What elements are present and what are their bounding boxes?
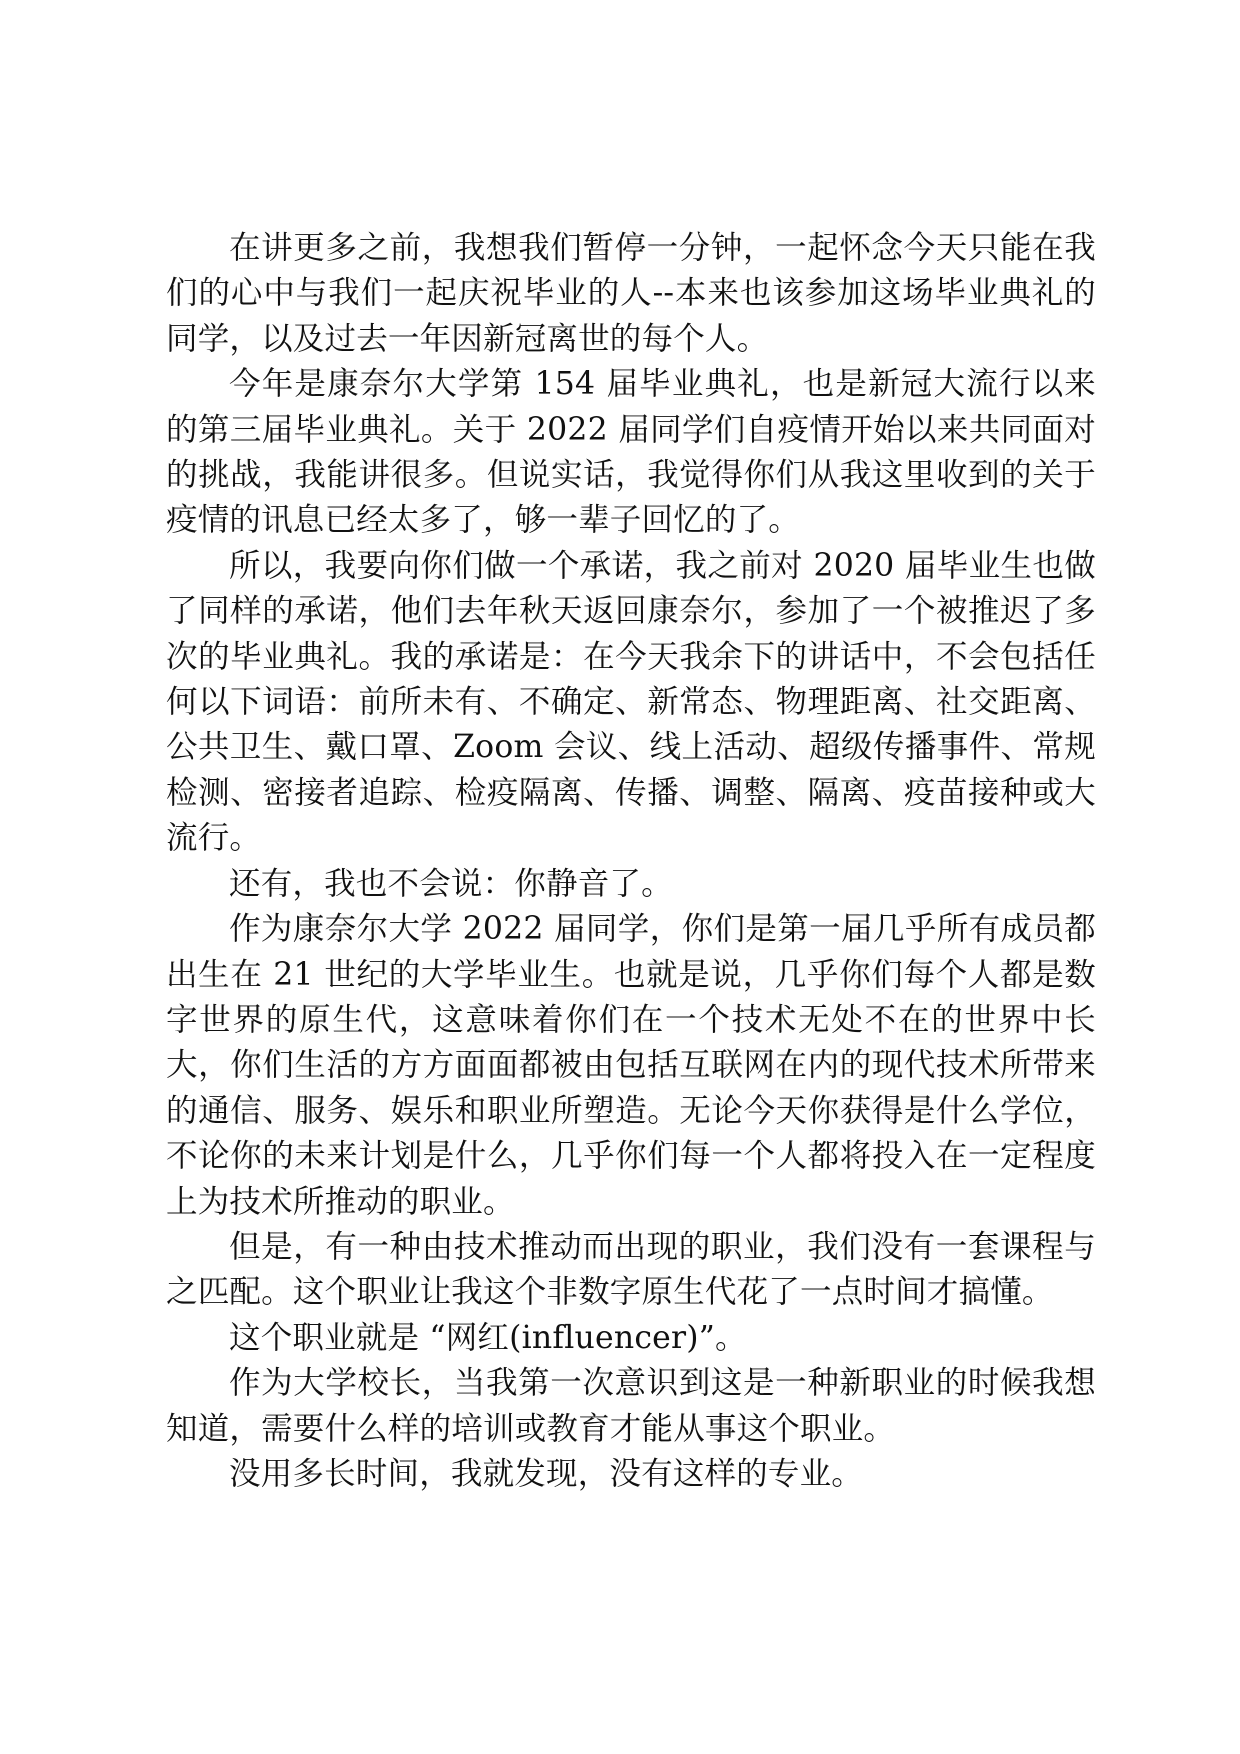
paragraph-6: 但是，有一种由技术推动而出现的职业，我们没有一套课程与之匹配。这个职业让我这个非数字原生代花了一点时间才搞懂。	[166, 1228, 1096, 1311]
paragraph-1: 在讲更多之前，我想我们暂停一分钟，一起怀念今天只能在我们的心中与我们一起庆祝毕业的人--本来也该参加这场毕业典礼的同学，以及过去一年因新冠离世的每个人。	[166, 230, 1096, 357]
paragraph-4: 还有，我也不会说：你静音了。	[229, 865, 673, 902]
body-text	[166, 226, 1096, 1497]
paragraph-3: 所以，我要向你们做一个承诺，我之前对 2020 届毕业生也做了同样的承诺，他们去年秋天返回康奈尔，参加了一个被推迟了多次的毕业典礼。我的承诺是：在今天我余下的讲话中，不会包括任何以下词语：前所未有、不确定、新常态、物理距离、社交距离、公共卫生、戴口罩、Zoom 会议、线上活动、超级传播事件、常规检测、密接者追踪、检疫隔离、传播、调整、隔离、疫苗接种或大流行。	[166, 547, 1096, 857]
paragraph-9: 没用多长时间，我就发现，没有这样的专业。	[229, 1455, 864, 1492]
paragraph-2: 今年是康奈尔大学第 154 届毕业典礼，也是新冠大流行以来的第三届毕业典礼。关于 2022 届同学们自疫情开始以来共同面对的挑战，我能讲很多。但说实话，我觉得你们从我这里收到的关于疫情的讯息已经太多了，够一辈子回忆的了。	[166, 366, 1096, 539]
paragraph-7: 这个职业就是 “网红(influencer)”。	[229, 1319, 747, 1356]
paragraph-5: 作为康奈尔大学 2022 届同学，你们是第一届几乎所有成员都出生在 21 世纪的大学毕业生。也就是说，几乎你们每个人都是数字世界的原生代，这意味着你们在一个技术无处不在的世界中长大，你们生活的方方面面都被由包括互联网在内的现代技术所带来的通信、服务、娱乐和职业所塑造。无论今天你获得是什么学位，不论你的未来计划是什么，几乎你们每一个人都将投入在一定程度上为技术所推动的职业。	[166, 911, 1096, 1220]
paragraph-8: 作为大学校长，当我第一次意识到这是一种新职业的时候我想知道，需要什么样的培训或教育才能从事这个职业。	[166, 1365, 1096, 1447]
